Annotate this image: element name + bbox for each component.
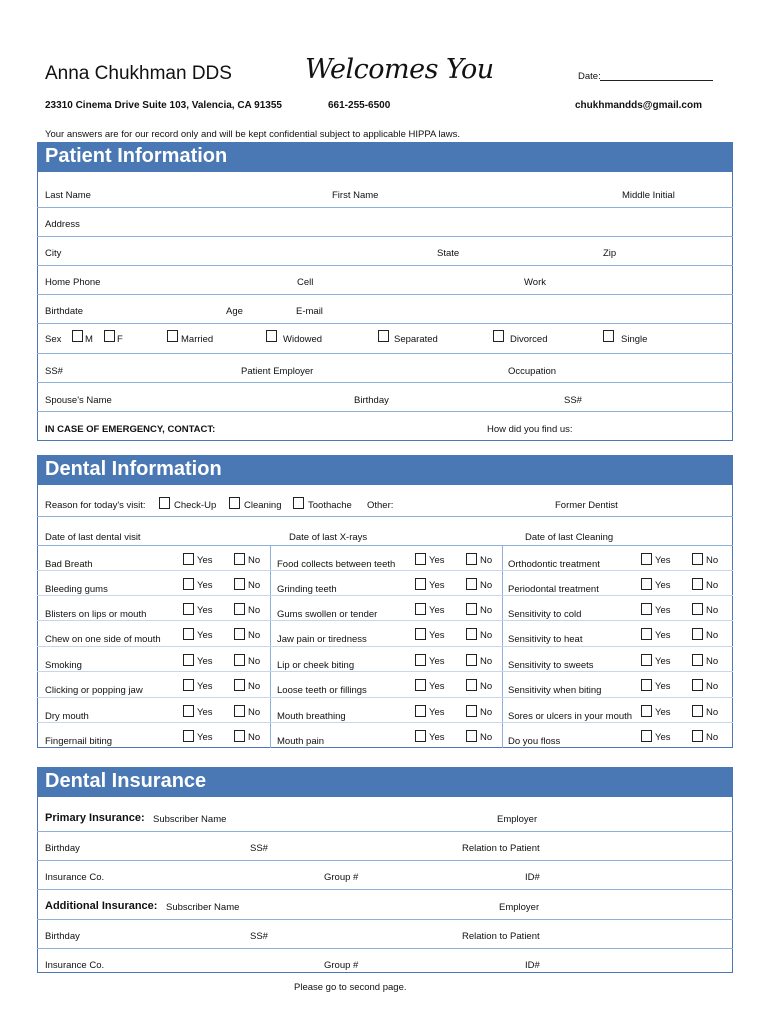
dental-info-header: Dental Information xyxy=(37,455,733,485)
no-label: No xyxy=(480,605,493,616)
yes-checkbox[interactable] xyxy=(415,679,426,691)
no-checkbox[interactable] xyxy=(466,705,477,717)
zip-field[interactable]: Zip xyxy=(603,248,617,259)
no-checkbox[interactable] xyxy=(692,628,703,640)
primary-company-field[interactable]: Insurance Co. xyxy=(45,872,105,883)
occupation-field[interactable]: Occupation xyxy=(508,366,557,377)
middle-initial-field[interactable]: Middle Initial xyxy=(622,190,675,201)
dental-question-label: Sensitivity to heat xyxy=(508,634,583,646)
no-label: No xyxy=(248,656,261,667)
yes-label: Yes xyxy=(655,555,671,566)
yes-label: Yes xyxy=(197,732,213,743)
yes-checkbox[interactable] xyxy=(183,553,194,565)
primary-subscriber-field[interactable]: Subscriber Name xyxy=(153,814,227,825)
yes-checkbox[interactable] xyxy=(183,578,194,590)
no-checkbox[interactable] xyxy=(466,603,477,615)
no-label: No xyxy=(248,681,261,692)
checkup-label: Check-Up xyxy=(174,500,217,511)
age-field[interactable]: Age xyxy=(226,306,243,317)
yes-checkbox[interactable] xyxy=(641,679,652,691)
cleaning-label: Cleaning xyxy=(244,500,282,511)
home-phone-field[interactable]: Home Phone xyxy=(45,277,101,288)
additional-id-field[interactable]: ID# xyxy=(525,960,540,971)
yes-label: Yes xyxy=(429,630,445,641)
yes-label: Yes xyxy=(197,580,213,591)
widowed-checkbox[interactable] xyxy=(266,330,277,342)
no-checkbox[interactable] xyxy=(466,628,477,640)
yes-label: Yes xyxy=(429,555,445,566)
yes-label: Yes xyxy=(429,707,445,718)
no-checkbox[interactable] xyxy=(234,578,245,590)
yes-checkbox[interactable] xyxy=(183,654,194,666)
divorced-checkbox[interactable] xyxy=(493,330,504,342)
no-label: No xyxy=(706,732,719,743)
primary-relation-field[interactable]: Relation to Patient xyxy=(462,843,540,854)
yes-label: Yes xyxy=(655,580,671,591)
office-phone: 661-255-6500 xyxy=(328,100,391,111)
yes-label: Yes xyxy=(429,605,445,616)
sex-f-checkbox[interactable] xyxy=(104,330,115,342)
additional-birthday-field[interactable]: Birthday xyxy=(45,931,80,942)
yes-label: Yes xyxy=(655,630,671,641)
single-label: Single xyxy=(621,334,648,345)
dental-question-label: Mouth breathing xyxy=(277,711,346,723)
additional-group-field[interactable]: Group # xyxy=(324,960,359,971)
yes-checkbox[interactable] xyxy=(641,603,652,615)
single-checkbox[interactable] xyxy=(603,330,614,342)
work-field[interactable]: Work xyxy=(524,277,546,288)
yes-label: Yes xyxy=(429,656,445,667)
sex-m-checkbox[interactable] xyxy=(72,330,83,342)
no-label: No xyxy=(248,732,261,743)
last-xrays-field[interactable]: Date of last X-rays xyxy=(289,532,368,543)
no-label: No xyxy=(706,555,719,566)
dental-question-label: Sensitivity to sweets xyxy=(508,660,594,672)
no-label: No xyxy=(480,555,493,566)
sex-label: Sex xyxy=(45,334,62,345)
last-cleaning-field[interactable]: Date of last Cleaning xyxy=(525,532,614,543)
additional-ssn-field[interactable]: SS# xyxy=(250,931,268,942)
former-dentist-field[interactable]: Former Dentist xyxy=(555,500,618,511)
no-checkbox[interactable] xyxy=(466,578,477,590)
date-label: Date: xyxy=(578,71,601,82)
no-label: No xyxy=(480,732,493,743)
yes-checkbox[interactable] xyxy=(415,705,426,717)
office-email[interactable]: chukhmandds@gmail.com xyxy=(575,100,702,111)
yes-checkbox[interactable] xyxy=(641,553,652,565)
yes-label: Yes xyxy=(655,732,671,743)
referral-field[interactable]: How did you find us: xyxy=(487,424,573,435)
yes-checkbox[interactable] xyxy=(415,553,426,565)
yes-label: Yes xyxy=(197,681,213,692)
cell-field[interactable]: Cell xyxy=(297,277,314,288)
no-label: No xyxy=(480,681,493,692)
sex-m-label: M xyxy=(85,334,93,345)
no-label: No xyxy=(706,630,719,641)
no-checkbox[interactable] xyxy=(466,654,477,666)
dental-question-label: Jaw pain or tiredness xyxy=(277,634,367,646)
dental-question-label: Gums swollen or tender xyxy=(277,609,378,621)
yes-checkbox[interactable] xyxy=(183,730,194,742)
no-checkbox[interactable] xyxy=(234,679,245,691)
yes-label: Yes xyxy=(655,605,671,616)
yes-label: Yes xyxy=(197,656,213,667)
dental-question-label: Chew on one side of mouth xyxy=(45,634,161,646)
no-label: No xyxy=(248,605,261,616)
no-checkbox[interactable] xyxy=(692,603,703,615)
no-label: No xyxy=(706,707,719,718)
additional-company-field[interactable]: Insurance Co. xyxy=(45,960,105,971)
date-field[interactable] xyxy=(600,80,713,81)
no-label: No xyxy=(706,605,719,616)
spouse-birthday-field[interactable]: Birthday xyxy=(354,395,389,406)
no-checkbox[interactable] xyxy=(692,553,703,565)
privacy-notice: Your answers are for our record only and will be kept confidential subject to applicable HIPPA laws. xyxy=(45,129,461,140)
no-label: No xyxy=(706,681,719,692)
separated-checkbox[interactable] xyxy=(378,330,389,342)
dental-question-label: Fingernail biting xyxy=(45,736,113,748)
yes-checkbox[interactable] xyxy=(415,654,426,666)
separated-label: Separated xyxy=(394,334,438,345)
divorced-label: Divorced xyxy=(510,334,548,345)
primary-insurance-label: Primary Insurance: xyxy=(45,812,145,824)
toothache-label: Toothache xyxy=(308,500,352,511)
yes-label: Yes xyxy=(197,707,213,718)
patient-info-header: Patient Information xyxy=(37,142,733,172)
yes-checkbox[interactable] xyxy=(183,679,194,691)
no-checkbox[interactable] xyxy=(234,628,245,640)
yes-label: Yes xyxy=(655,681,671,692)
yes-label: Yes xyxy=(429,580,445,591)
no-checkbox[interactable] xyxy=(692,578,703,590)
yes-label: Yes xyxy=(655,707,671,718)
yes-checkbox[interactable] xyxy=(415,628,426,640)
additional-subscriber-field[interactable]: Subscriber Name xyxy=(166,902,240,913)
no-checkbox[interactable] xyxy=(692,654,703,666)
yes-checkbox[interactable] xyxy=(183,628,194,640)
toothache-checkbox[interactable] xyxy=(293,497,304,509)
yes-checkbox[interactable] xyxy=(641,628,652,640)
yes-label: Yes xyxy=(655,656,671,667)
sex-f-label: F xyxy=(117,334,123,345)
dental-question-label: Sensitivity to cold xyxy=(508,609,582,621)
dental-question-label: Smoking xyxy=(45,660,82,672)
yes-checkbox[interactable] xyxy=(183,705,194,717)
no-checkbox[interactable] xyxy=(466,730,477,742)
yes-label: Yes xyxy=(197,555,213,566)
last-name-field[interactable]: Last Name xyxy=(45,190,91,201)
spouse-name-field[interactable]: Spouse's Name xyxy=(45,395,112,406)
no-label: No xyxy=(248,580,261,591)
yes-label: Yes xyxy=(197,630,213,641)
no-checkbox[interactable] xyxy=(234,730,245,742)
yes-checkbox[interactable] xyxy=(415,730,426,742)
dental-question-label: Clicking or popping jaw xyxy=(45,685,143,697)
other-field[interactable]: Other: xyxy=(367,500,394,511)
no-label: No xyxy=(480,656,493,667)
dental-question-label: Sores or ulcers in your mouth xyxy=(508,711,633,723)
married-label: Married xyxy=(181,334,214,345)
dental-question-label: Food collects between teeth xyxy=(277,559,396,571)
dental-question-label: Orthodontic treatment xyxy=(508,559,600,571)
additional-insurance-label: Additional Insurance: xyxy=(45,900,158,912)
yes-checkbox[interactable] xyxy=(415,578,426,590)
state-field[interactable]: State xyxy=(437,248,460,259)
additional-employer-field[interactable]: Employer xyxy=(499,902,540,913)
no-label: No xyxy=(706,580,719,591)
no-checkbox[interactable] xyxy=(692,730,703,742)
footer-note: Please go to second page. xyxy=(294,982,407,993)
primary-ssn-field[interactable]: SS# xyxy=(250,843,268,854)
primary-group-field[interactable]: Group # xyxy=(324,872,359,883)
no-label: No xyxy=(248,555,261,566)
dental-question-label: Lip or cheek biting xyxy=(277,660,355,672)
yes-checkbox[interactable] xyxy=(641,578,652,590)
dental-question-label: Sensitivity when biting xyxy=(508,685,602,697)
no-checkbox[interactable] xyxy=(234,654,245,666)
no-checkbox[interactable] xyxy=(692,705,703,717)
no-checkbox[interactable] xyxy=(234,603,245,615)
employer-field[interactable]: Patient Employer xyxy=(241,366,314,377)
office-address: 23310 Cinema Drive Suite 103, Valencia, CA 91355 xyxy=(45,100,282,111)
no-label: No xyxy=(480,580,493,591)
birthdate-field[interactable]: Birthdate xyxy=(45,306,84,317)
dental-question-label: Do you floss xyxy=(508,736,561,748)
yes-checkbox[interactable] xyxy=(415,603,426,615)
last-visit-field[interactable]: Date of last dental visit xyxy=(45,532,141,543)
yes-label: Yes xyxy=(429,732,445,743)
dental-question-label: Periodontal treatment xyxy=(508,584,599,596)
doctor-name: Anna Chukhman DDS xyxy=(45,63,232,84)
dental-question-label: Loose teeth or fillings xyxy=(277,685,367,697)
no-label: No xyxy=(480,707,493,718)
yes-checkbox[interactable] xyxy=(183,603,194,615)
no-label: No xyxy=(480,630,493,641)
checkup-checkbox[interactable] xyxy=(159,497,170,509)
no-checkbox[interactable] xyxy=(234,553,245,565)
email-field[interactable]: E-mail xyxy=(296,306,323,317)
no-checkbox[interactable] xyxy=(466,553,477,565)
welcome-title: Welcomes You xyxy=(305,54,494,85)
yes-checkbox[interactable] xyxy=(641,654,652,666)
primary-id-field[interactable]: ID# xyxy=(525,872,540,883)
no-checkbox[interactable] xyxy=(466,679,477,691)
widowed-label: Widowed xyxy=(283,334,323,345)
primary-employer-field[interactable]: Employer xyxy=(497,814,538,825)
dental-question-label: Dry mouth xyxy=(45,711,89,723)
additional-relation-field[interactable]: Relation to Patient xyxy=(462,931,540,942)
no-checkbox[interactable] xyxy=(234,705,245,717)
address-field[interactable]: Address xyxy=(45,219,80,230)
visit-reason-label: Reason for today's visit: xyxy=(45,500,146,511)
cleaning-checkbox[interactable] xyxy=(229,497,240,509)
dental-question-label: Bad Breath xyxy=(45,559,93,571)
dental-question-label: Blisters on lips or mouth xyxy=(45,609,147,621)
ssn-field[interactable]: SS# xyxy=(45,366,63,377)
primary-birthday-field[interactable]: Birthday xyxy=(45,843,80,854)
yes-label: Yes xyxy=(429,681,445,692)
dental-question-label: Mouth pain xyxy=(277,736,325,748)
no-label: No xyxy=(248,630,261,641)
married-checkbox[interactable] xyxy=(167,330,178,342)
no-label: No xyxy=(706,656,719,667)
yes-label: Yes xyxy=(197,605,213,616)
insurance-header: Dental Insurance xyxy=(37,767,733,797)
spouse-ssn-field[interactable]: SS# xyxy=(564,395,582,406)
first-name-field[interactable]: First Name xyxy=(332,190,379,201)
yes-checkbox[interactable] xyxy=(641,705,652,717)
dental-question-label: Grinding teeth xyxy=(277,584,337,596)
no-checkbox[interactable] xyxy=(692,679,703,691)
yes-checkbox[interactable] xyxy=(641,730,652,742)
dental-question-label: Bleeding gums xyxy=(45,584,108,596)
no-label: No xyxy=(248,707,261,718)
emergency-contact-field[interactable]: IN CASE OF EMERGENCY, CONTACT: xyxy=(45,424,216,435)
city-field[interactable]: City xyxy=(45,248,62,259)
